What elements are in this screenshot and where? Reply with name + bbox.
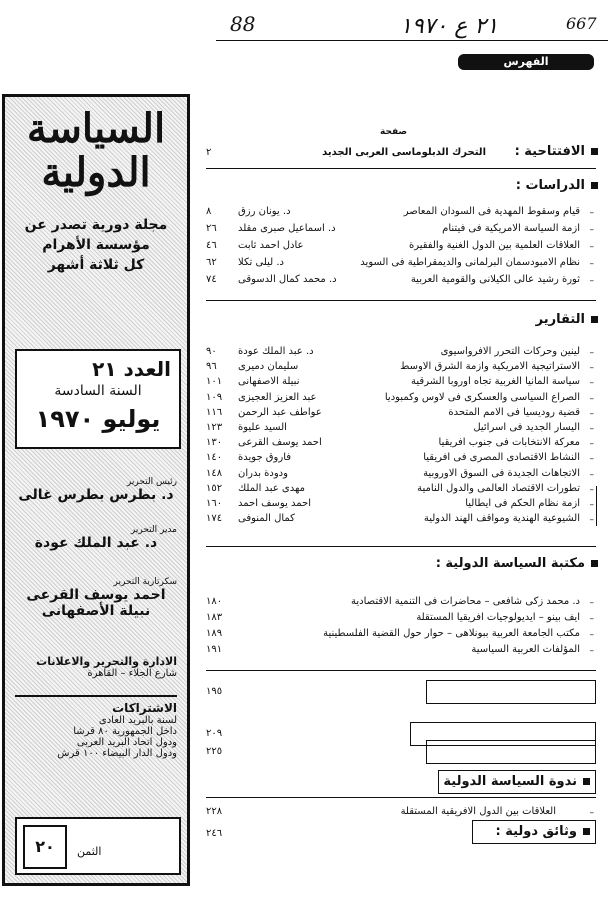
dash-bullet: – <box>589 408 594 419</box>
toc-entry-author: عواطف عبد الرحمن <box>238 406 322 418</box>
toc-banner: الفهرس <box>458 54 594 70</box>
toc-page: ٢٢٥ <box>206 746 223 757</box>
dash-bullet: – <box>589 500 594 510</box>
toc-page: ٧٤ <box>206 274 217 285</box>
divider <box>206 797 596 798</box>
address-line: الادارة والتحرير والاعلانات <box>36 655 177 668</box>
square-bullet-icon <box>591 316 598 323</box>
toc-row <box>206 628 596 644</box>
toc-entry-author: د. يونان رزق <box>238 206 291 217</box>
toc-page: ١٧٤ <box>206 513 223 525</box>
toc-row <box>206 422 596 438</box>
toc-page: ٢ <box>206 147 212 158</box>
section-title-box <box>426 680 596 704</box>
toc-page: ٢٦ <box>206 223 217 234</box>
price-label: الثمن <box>77 845 102 858</box>
masthead-panel <box>2 94 190 886</box>
dash-bullet: – <box>589 259 594 269</box>
square-bullet-icon <box>591 182 598 189</box>
toc-row <box>206 437 596 453</box>
square-bullet-icon <box>591 560 598 567</box>
page-column-header: صفحة <box>380 127 408 137</box>
subscriptions-line: لسنة بالبريد العادى <box>98 715 177 726</box>
toc-page: ١٨٣ <box>206 612 223 623</box>
toc-row <box>206 513 596 529</box>
toc-row <box>206 612 596 628</box>
dash-bullet: – <box>589 808 594 818</box>
price-box <box>15 817 181 875</box>
margin-mark <box>596 486 597 526</box>
handwritten-note: 88 <box>230 12 256 36</box>
toc-entry-author: احمد يوسف احمد <box>238 498 312 509</box>
secretary-name: نبيلة الأصفهانى <box>41 603 151 619</box>
toc-entry-title: سياسة المانيا الغربية تجاه اوروبا الشرقية <box>411 376 580 388</box>
subscriptions-block <box>15 695 177 797</box>
toc-entry-author: عادل احمد ثابت <box>238 240 304 251</box>
toc-page: ١٠٩ <box>206 391 223 403</box>
issue-info-box <box>15 349 181 449</box>
editor-label: رئيس التحرير <box>126 477 177 487</box>
manager-block <box>15 525 177 551</box>
dash-bullet: – <box>589 378 594 389</box>
secretariat-block <box>15 577 177 619</box>
toc-entry-author: ودودة بدران <box>238 467 288 479</box>
subscriptions-line: داخل الجمهورية ٨٠ قرشا <box>73 726 177 737</box>
toc-row <box>206 498 596 514</box>
toc-page: ١٢٣ <box>206 422 223 433</box>
toc-row <box>206 452 596 468</box>
toc-row <box>206 361 596 377</box>
toc-row <box>206 468 596 484</box>
toc-entry-author: عبد العزيز العجيزى <box>238 391 317 403</box>
toc-row <box>206 240 596 256</box>
toc-entry-author: سليمان دميرى <box>238 361 299 373</box>
dash-bullet: – <box>589 646 594 656</box>
toc-row <box>206 274 596 290</box>
toc-page: ١٩٥ <box>206 686 223 697</box>
toc-page: ١٩١ <box>206 644 223 655</box>
dash-bullet: – <box>589 348 594 358</box>
toc-entry-author: د. اسماعيل صبرى مقلد <box>238 223 336 234</box>
toc-entry-title: النشاط الاقتصادى المصرى فى افريقيا <box>423 452 580 464</box>
price-value: ٢٠ <box>23 825 67 869</box>
toc-row <box>206 223 596 239</box>
toc-entry-title: العلاقات بين الدول الافريقية المستقلة <box>400 806 556 817</box>
toc-entry-title: المؤلفات العربية السياسية <box>471 644 580 655</box>
divider <box>206 670 596 671</box>
dash-bullet: – <box>589 515 594 526</box>
section-documents-title: وثائق دولية : <box>495 824 590 839</box>
toc-row <box>206 206 596 222</box>
toc-entry-title: ثورة رشيد عالى الكيلانى والقومية العربية <box>410 274 580 285</box>
toc-entry-author: كمال المنوفى <box>238 513 295 525</box>
logo-line-1: السياسة <box>26 105 166 152</box>
toc-entry-author: د. عبد الملك عودة <box>238 346 314 357</box>
editor-block <box>15 477 177 503</box>
toc-entry-author: د. ليلى تكلا <box>238 257 284 268</box>
toc-entry-author: فاروق جويدة <box>238 452 292 464</box>
toc-page: ٢٠٩ <box>206 728 223 739</box>
manager-label: مدير التحرير <box>130 525 177 535</box>
divider <box>206 300 596 301</box>
issue-date: يوليو ١٩٧٠ <box>35 405 161 433</box>
toc-entry-title: التحرك الدبلوماسى العربى الجديد <box>322 147 486 158</box>
section-reports-title: التقارير <box>536 312 598 327</box>
section-library-title: مكتبة السياسة الدولية : <box>436 556 598 571</box>
square-bullet-icon <box>583 778 590 785</box>
section-studies-title: الدراسات : <box>516 178 598 193</box>
toc-page: ١٨٠ <box>206 596 223 607</box>
toc-page: ٩٦ <box>206 361 217 373</box>
address-block <box>15 655 177 679</box>
toc-page: ٩٠ <box>206 346 217 357</box>
toc-page: ٨ <box>206 206 212 217</box>
toc-page: ١٤٨ <box>206 467 223 479</box>
toc-entry-title: ازمة السياسة الامريكية فى فيتنام <box>442 223 580 234</box>
toc-entry-author: السيد عليوة <box>238 422 287 433</box>
dash-bullet: – <box>589 614 594 624</box>
desc-line: كل ثلاثة أشهر <box>47 257 145 273</box>
toc-row <box>206 257 596 273</box>
toc-page: ٤٦ <box>206 240 217 251</box>
subscriptions-line: ودول اتحاد البريد العربى <box>76 737 177 748</box>
toc-entry-author: نبيلة الاصفهانى <box>238 376 300 388</box>
toc-entry-author: احمد يوسف القرعى <box>238 437 322 449</box>
toc-entry-title: الاتجاهات الجديدة فى السوق الاوروبية <box>423 467 580 479</box>
issue-number: العدد ٢١ <box>92 357 171 381</box>
toc-entry-title: الصراع السياسى والعسكرى فى لاوس وكمبوديا <box>384 391 580 403</box>
handwritten-number-note: 667 <box>566 14 597 33</box>
toc-page: ٢٤٦ <box>206 828 223 839</box>
divider <box>206 546 596 547</box>
toc-page: ٢٢٨ <box>206 806 223 817</box>
toc-entry-title: ايف بينو – ايديولوجيات افريقيا المستقلة <box>416 612 580 623</box>
toc-row <box>206 346 596 362</box>
dash-bullet: – <box>589 469 594 480</box>
toc-entry-author: مهدى عبد الملك <box>238 482 305 494</box>
toc-entry-title: الاستراتيجية الامريكية وازمة الشرق الاوسط <box>400 361 580 373</box>
toc-entry-title: نظام الامبودسمان البرلمانى والديمقراطية فى السويد <box>360 257 580 268</box>
dash-bullet: – <box>589 630 594 640</box>
section-title-box <box>426 740 596 764</box>
dash-bullet: – <box>589 454 594 465</box>
dash-bullet: – <box>589 439 594 450</box>
toc-entry-title: قيام وسقوط المهدية فى السودان المعاصر <box>403 206 580 217</box>
toc-page: ١٤٠ <box>206 452 223 464</box>
toc-entry-title: لينين وحركات التحرر الافرواسيوى <box>440 346 580 357</box>
toc-row <box>206 392 596 408</box>
toc-row <box>206 596 596 612</box>
desc-line: مجلة دورية تصدر عن <box>24 217 168 233</box>
toc-row <box>206 828 596 844</box>
toc-page: ١١٦ <box>206 406 223 418</box>
editor-name: د. بطرس بطرس غالى <box>18 487 174 503</box>
dash-bullet: – <box>589 242 594 252</box>
dash-bullet: – <box>589 393 594 404</box>
toc-row <box>206 376 596 392</box>
dash-bullet: – <box>589 363 594 374</box>
secretariat-label: سكرتارية التحرير <box>113 577 177 587</box>
toc-page: ١٨٩ <box>206 628 223 639</box>
desc-line: مؤسسة الأهرام <box>42 237 150 253</box>
magazine-description <box>11 215 181 275</box>
section-seminar-title: ندوة السياسة الدولية <box>443 774 590 789</box>
toc-entry-author: د. محمد كمال الدسوقى <box>238 274 337 285</box>
toc-entry-title: اليسار الجديد فى اسرائيل <box>473 422 580 433</box>
magazine-logo <box>11 107 181 195</box>
dash-bullet: – <box>589 484 594 495</box>
divider <box>206 168 596 169</box>
secretary-name: احمد يوسف القرعى <box>26 587 166 603</box>
toc-row <box>206 644 596 660</box>
toc-entry-title: قضية روديسيا فى الامم المتحدة <box>448 406 580 418</box>
toc-entry-title: العلاقات العلمية بين الدول الغنية والفقيرة <box>408 240 580 251</box>
handwritten-date-note: ٢١ ع ١٩٧٠ <box>400 14 499 39</box>
toc-entry-title: د. محمد زكى شافعى – محاضرات فى التنمية الاقتصادية <box>351 596 580 607</box>
toc-row <box>206 147 596 163</box>
subscriptions-title: الاشتراكات <box>112 701 177 715</box>
top-rule <box>216 40 608 41</box>
dash-bullet: – <box>589 424 594 434</box>
dash-bullet: – <box>589 598 594 608</box>
address-line: شارع الجلاء – القاهرة <box>87 668 177 679</box>
toc-page: ١٥٢ <box>206 482 223 494</box>
toc-page: ٦٢ <box>206 257 217 268</box>
subscriptions-line: ودول الدار البيضاء ١٠٠ قرش <box>57 748 177 759</box>
toc-page: ١٣٠ <box>206 437 223 449</box>
section-opening-title: الافتتاحية : <box>515 144 598 159</box>
dash-bullet: – <box>589 225 594 235</box>
logo-line-2: الدولية <box>41 149 151 196</box>
issue-year: السنة السادسة <box>54 383 142 399</box>
toc-page: ١٠١ <box>206 376 223 388</box>
toc-entry-title: معركة الانتخابات فى جنوب افريقيا <box>438 437 580 449</box>
toc-entry-title: ازمة نظام الحكم فى ايطاليا <box>465 498 580 509</box>
manager-name: د. عبد الملك عودة <box>34 535 158 551</box>
toc-page: ١٦٠ <box>206 498 223 509</box>
toc-row <box>206 483 596 499</box>
toc-entry-title: مكتب الجامعة العربية ببونلاهى – حوار حول القضية الفلسطينية <box>323 628 580 639</box>
toc-entry-title: الشيوعية الهندية ومواقف الهند الدولية <box>423 513 580 525</box>
dash-bullet: – <box>589 276 594 286</box>
dash-bullet: – <box>589 208 594 218</box>
toc-row <box>206 407 596 423</box>
toc-entry-title: تطورات الاقتصاد العالمى والدول النامية <box>417 482 580 494</box>
